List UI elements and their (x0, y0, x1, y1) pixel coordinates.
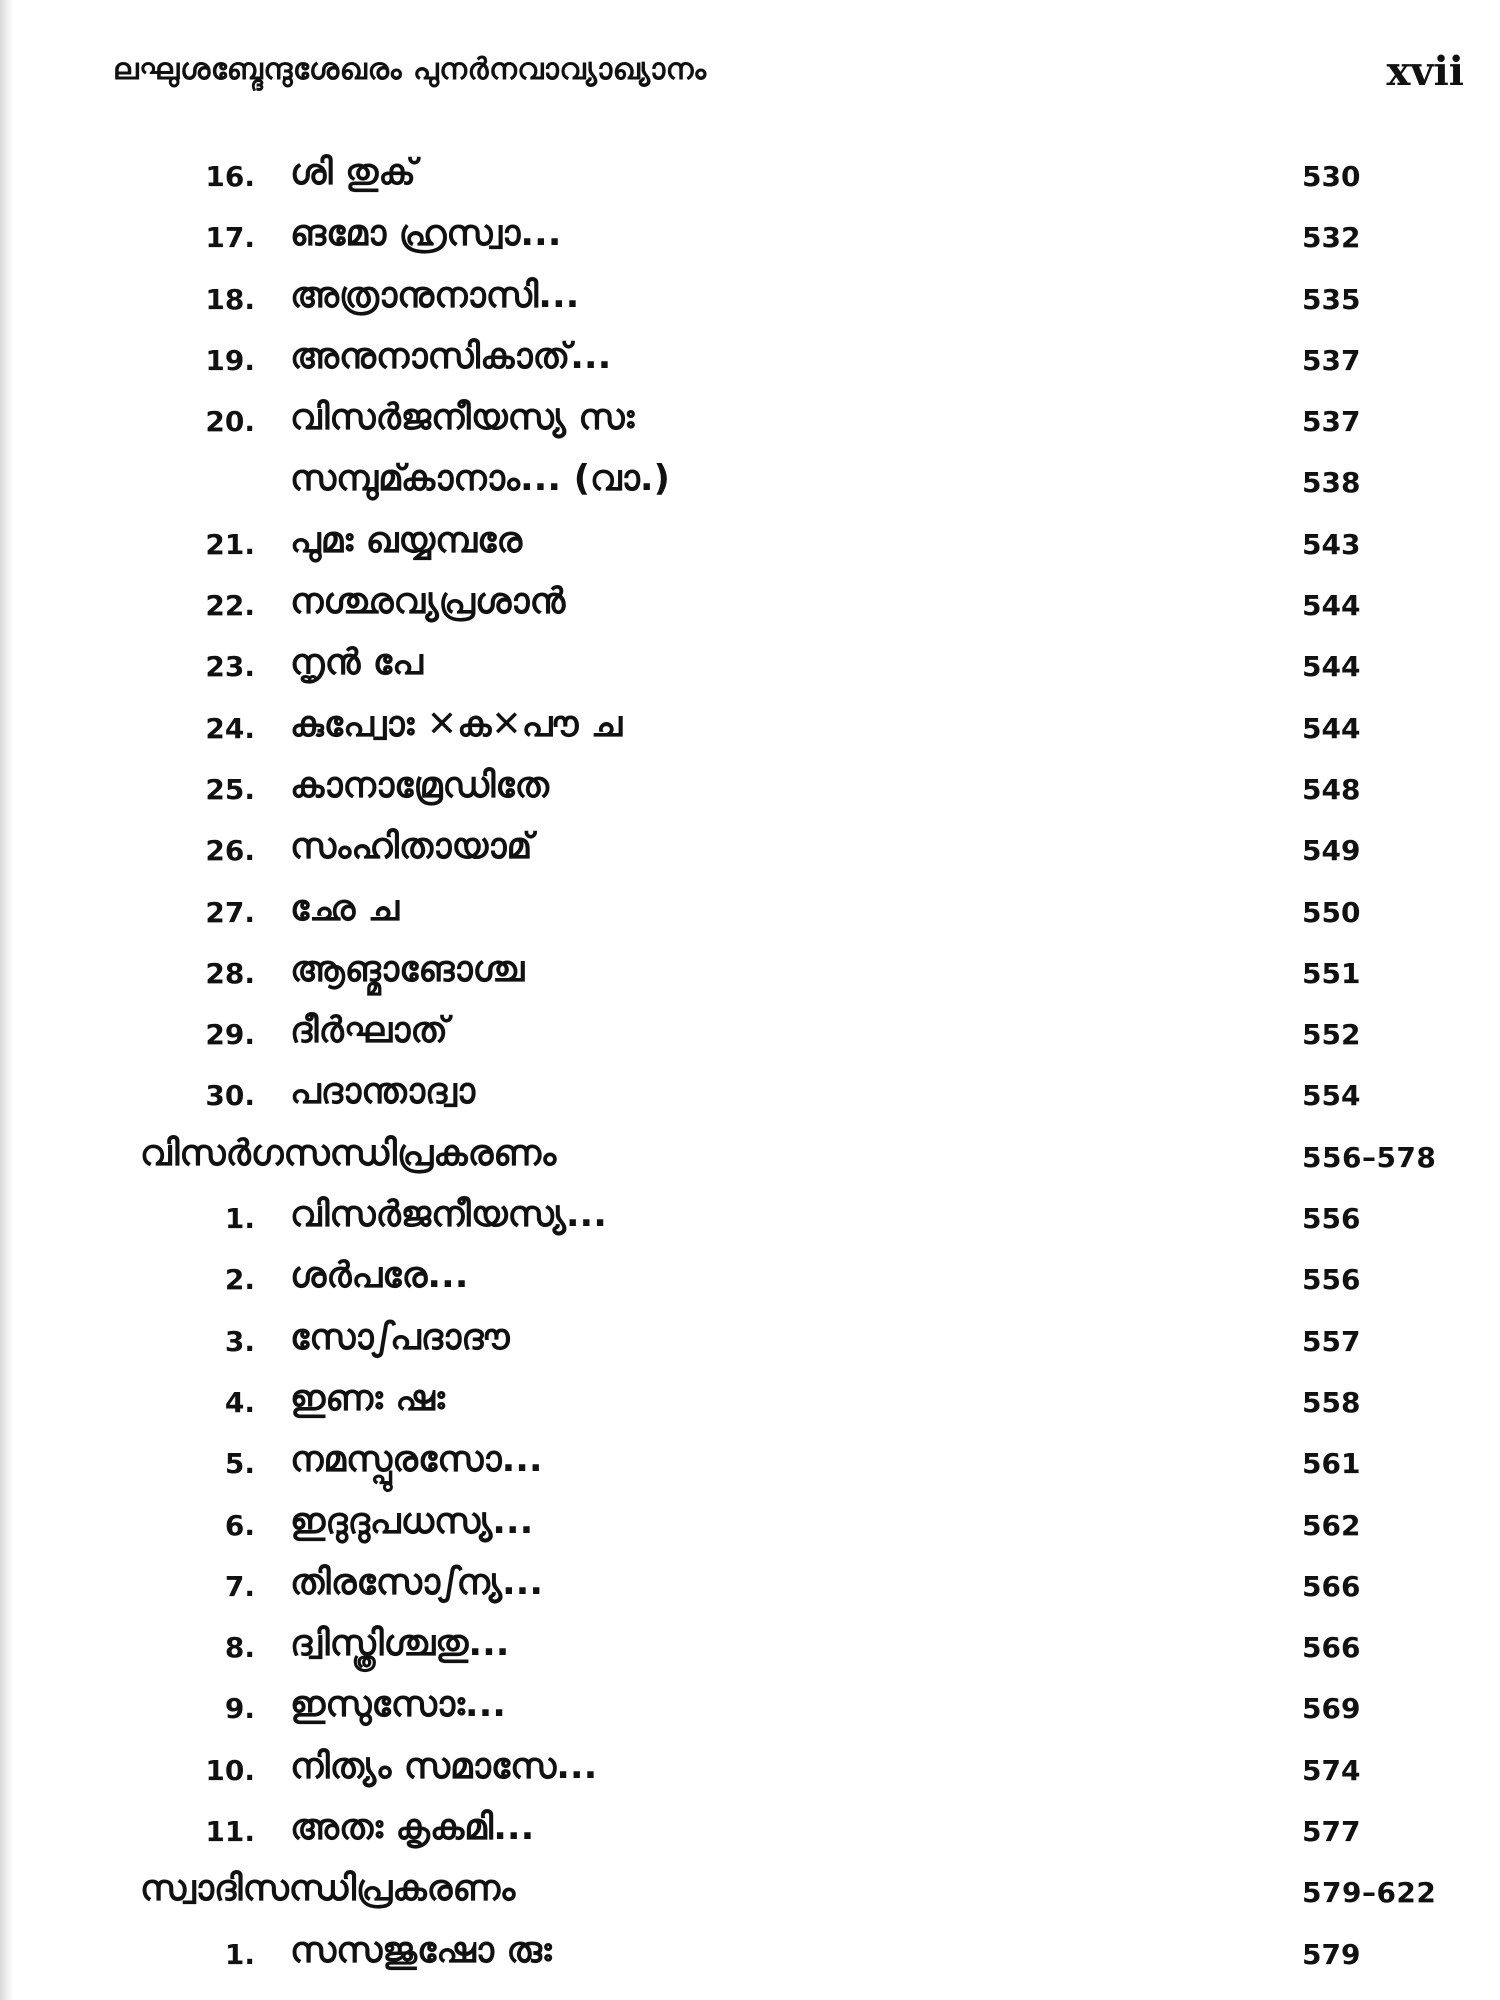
toc-entry (0, 1071, 1500, 1132)
entry-page-number: 577 (1302, 1815, 1361, 1849)
entry-title: ഛേ ച (290, 887, 400, 929)
toc-entry (0, 1255, 1500, 1316)
entry-number: 30. (205, 1079, 255, 1113)
entry-page-number: 554 (1302, 1079, 1361, 1113)
entry-title: പദാന്താദ്വാ (290, 1071, 476, 1113)
toc-entry (0, 1930, 1500, 1991)
entry-number: 4. (224, 1385, 255, 1419)
entry-page-number: 558 (1302, 1385, 1361, 1419)
entry-title: സസജുഷോ രുഃ (290, 1929, 552, 1971)
entry-number: 23. (205, 650, 255, 684)
entry-page-number: 544 (1302, 589, 1361, 623)
entry-page-number: 537 (1302, 343, 1361, 377)
entry-title: ങമോ ഹ്രസ്വാ... (290, 213, 562, 255)
entry-title: ശി തുക് (290, 152, 416, 193)
entry-title: ആങ്മാങോശ്ച (290, 948, 525, 990)
toc-entry (0, 1439, 1500, 1500)
entry-page-number: 544 (1302, 711, 1361, 745)
entry-number: 17. (205, 221, 255, 255)
toc-entry (0, 275, 1500, 336)
entry-number: 22. (205, 589, 255, 623)
section-title: സ്വാദിസന്ധിപ്രകരണം (140, 1868, 516, 1910)
entry-title: സമ്പുമ്കാനാം... (വാ.) (290, 458, 670, 500)
toc-entry (0, 1807, 1500, 1868)
entry-number: 28. (205, 956, 255, 990)
entry-number: 8. (224, 1631, 255, 1665)
entry-title: ഇസുസോഃ... (290, 1684, 506, 1726)
entry-page-number: 538 (1302, 466, 1361, 500)
entry-number: 10. (205, 1753, 255, 1787)
entry-page-number: 530 (1302, 160, 1361, 193)
toc-entry (0, 1194, 1500, 1255)
entry-page-number: 537 (1302, 405, 1361, 439)
entry-page-number: 566 (1302, 1569, 1361, 1603)
toc-entry (0, 520, 1500, 581)
entry-page-number: 556 (1302, 1263, 1361, 1297)
entry-title: സോഽപദാദൗ (290, 1316, 510, 1358)
entry-number: 20. (205, 405, 255, 439)
entry-page-number: 566 (1302, 1631, 1361, 1665)
toc-entry (0, 1684, 1500, 1745)
entry-page-number: 552 (1302, 1018, 1361, 1052)
toc-entry (0, 765, 1500, 826)
toc-entry (0, 642, 1500, 703)
toc-entry (0, 1378, 1500, 1439)
entry-title: ശർപരേ... (290, 1255, 469, 1297)
toc-entry (0, 336, 1500, 397)
table-of-contents (0, 152, 1500, 1991)
entry-number: 27. (205, 895, 255, 929)
page-number: xvii (1386, 48, 1464, 95)
entry-number: 24. (205, 711, 255, 745)
entry-number: 7. (224, 1569, 255, 1603)
entry-title: പുമഃ ഖയ്യമ്പരേ (290, 519, 523, 561)
entry-title: നിത്യം സമാസേ... (290, 1745, 598, 1787)
entry-page-number: 574 (1302, 1753, 1361, 1787)
entry-number: 1. (224, 1202, 255, 1236)
entry-title: നശ്ഛവ്യപ്രശാൻ (290, 581, 566, 623)
toc-entry (0, 581, 1500, 642)
entry-page-number: 569 (1302, 1692, 1361, 1726)
toc-section-heading (0, 1868, 1500, 1929)
toc-entry (0, 1317, 1500, 1378)
toc-entry (0, 888, 1500, 949)
toc-section-heading (0, 1133, 1500, 1194)
entry-number: 18. (205, 282, 255, 316)
entry-title: ദീർഘാത് (290, 1010, 448, 1052)
toc-entry (0, 949, 1500, 1010)
entry-title: ഇണഃ ഷഃ (290, 1377, 445, 1419)
entry-page-number: 548 (1302, 772, 1361, 806)
entry-title: വിസർജനീയസ്യ സഃ (290, 397, 635, 439)
running-header: ലഘുശബ്ദേന്ദുശേഖരം പുനർനവാവ്യാഖ്യാനം (113, 52, 707, 87)
entry-page-number: 549 (1302, 834, 1361, 868)
entry-page-number: 550 (1302, 895, 1361, 929)
entry-title: തിരസോഽന്യ... (290, 1561, 544, 1603)
entry-number: 1. (224, 1937, 255, 1971)
entry-title: അനുനാസികാത്... (290, 335, 612, 377)
entry-number: 21. (205, 527, 255, 561)
toc-entry (0, 152, 1500, 213)
entry-number: 26. (205, 834, 255, 868)
entry-page-number: 551 (1302, 956, 1361, 990)
entry-number: 19. (205, 343, 255, 377)
entry-title: ദ്വിസ്ത്രിശ്ചതു... (290, 1623, 510, 1665)
entry-title: വിസർജനീയസ്യ... (290, 1194, 607, 1236)
toc-entry (0, 1501, 1500, 1562)
entry-number: 9. (224, 1692, 255, 1726)
entry-title: നമസ്പുരസോ... (290, 1439, 543, 1481)
entry-number: 16. (205, 160, 255, 193)
entry-page-number: 561 (1302, 1447, 1361, 1481)
entry-number: 2. (224, 1263, 255, 1297)
entry-page-number: 579 (1302, 1937, 1361, 1971)
toc-entry (0, 1623, 1500, 1684)
toc-entry (0, 1010, 1500, 1071)
entry-number: 5. (224, 1447, 255, 1481)
entry-title: സംഹിതായാമ് (290, 826, 533, 868)
entry-page-number: 562 (1302, 1508, 1361, 1542)
entry-title: ഇദുദുപധസ്യ... (290, 1500, 534, 1542)
entry-number: 25. (205, 772, 255, 806)
entry-title: കുപ്വോഃ ✕ക✕പൗ ച (290, 703, 623, 745)
entry-title: നൄൻ പേ (290, 642, 423, 684)
toc-entry (0, 826, 1500, 887)
entry-page-number: 556 (1302, 1202, 1361, 1236)
section-page-range: 556–578 (1302, 1140, 1437, 1174)
entry-title: കാനാമ്രേഡിതേ (290, 764, 549, 806)
entry-title: അതഃ കൃകമി... (290, 1807, 535, 1849)
entry-page-number: 543 (1302, 527, 1361, 561)
entry-number: 3. (224, 1324, 255, 1358)
toc-entry (0, 1746, 1500, 1807)
entry-page-number: 535 (1302, 282, 1361, 316)
entry-page-number: 532 (1302, 221, 1361, 255)
toc-entry (0, 213, 1500, 274)
toc-entry (0, 1562, 1500, 1623)
toc-entry (0, 704, 1500, 765)
toc-entry (0, 397, 1500, 458)
section-page-range: 579–622 (1302, 1876, 1437, 1910)
section-title: വിസർഗസന്ധിപ്രകരണം (140, 1132, 557, 1174)
entry-number: 29. (205, 1018, 255, 1052)
entry-page-number: 544 (1302, 650, 1361, 684)
entry-number: 6. (224, 1508, 255, 1542)
entry-number: 11. (205, 1815, 255, 1849)
entry-title: അത്രാനുനാസി... (290, 274, 580, 316)
entry-page-number: 557 (1302, 1324, 1361, 1358)
toc-entry (0, 458, 1500, 519)
